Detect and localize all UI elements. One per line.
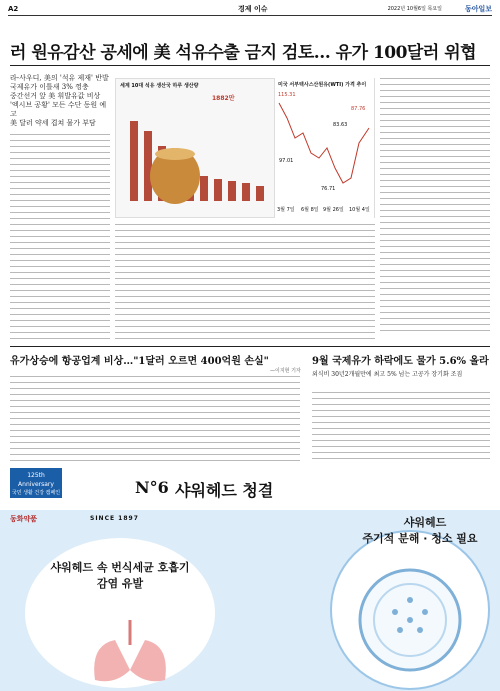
right-caption-2: 주기적 분해 · 청소 필요 [362,532,478,545]
wti-label-2: 6월 8일 [301,207,319,213]
brand-logo: 동화약품 [10,515,38,523]
badge-line1: 125th Anniversary [18,472,54,488]
ad-title: 샤워헤드 청결 [175,481,274,500]
wti-value-2: 97.01 [279,158,294,164]
subhead-4: '엑시브 공황' 모든 수단 동원 예고 [10,101,107,118]
lungs-icon [60,615,220,685]
ad-number: N°6 [135,478,169,497]
badge-line2: 국민 생활 건강 캠페인 [11,490,61,496]
article-body-main [115,224,375,339]
issue-date: 2022년 10월6일 목요일 [387,6,442,12]
article-body-col1 [10,134,110,344]
headline-rule [10,65,490,66]
subhead-5: 美 달러 약세 겹쳐 물가 부담 [10,119,96,127]
page-header [8,4,492,16]
brand-since: SINCE 1897 [90,515,139,522]
col2-byline: —이지현 기자 [270,368,301,374]
left-caption: 샤워헤드 속 번식세균 호흡기 감염 유발 [50,561,190,590]
page-number: A2 [8,5,19,13]
wti-value-1: 115.31 [278,92,296,98]
bar-chart-graphic [120,91,270,216]
col3-headline: 9월 국제유가 하락에도 물가 5.6% 올라 [312,356,489,367]
wti-label-3: 9월 26일 [323,207,344,213]
section-rule [10,346,490,347]
subhead-2: 국제유가 이틀새 3% 껑충 [10,83,89,91]
wti-label-1: 3월 7일 [277,207,295,213]
wti-value-5: 83.63 [333,122,348,128]
wti-line-graphic [277,98,373,198]
section-label: 경제 이슈 [238,5,268,13]
wti-value-3: 76.71 [321,186,336,192]
newspaper-logo: 동아일보 [464,5,492,13]
col3-body [312,392,490,464]
right-caption-1: 샤워헤드 [403,516,447,529]
chart-right-title: 미국 서부텍사스산원유(WTI) 가격 추이 [278,82,367,88]
col2-body [10,376,300,464]
chart-left-title: 세계 10대 석유 생산국 하루 생산량 [120,83,199,89]
wti-chart [274,78,374,218]
subhead-list [10,74,110,128]
anniversary-badge [10,468,62,498]
wti-label-4: 10월 4일 [349,207,370,213]
main-headline: 러 원유감산 공세에 美 석유수출 금지 검토… 유가 100달러 위협 [10,43,477,63]
article-body-right [380,78,490,340]
subhead-3: 중간선거 앞 美 휘발유값 비상 [10,92,101,100]
col3-deck: 외식비 30년2개월만에 최고 5% 넘는 고공가 장기화 조짐 [312,371,463,378]
wti-value-4: 87.76 [351,106,366,112]
col2-headline: 유가상승에 항공업계 비상…"1달러 오르면 400억원 손실" [10,356,269,367]
subhead-1: 라-사우디, 美의 '석유 제재' 반발 [10,74,109,82]
chart-top-value: 1882만 [212,95,235,102]
showerhead-icon [350,560,470,680]
